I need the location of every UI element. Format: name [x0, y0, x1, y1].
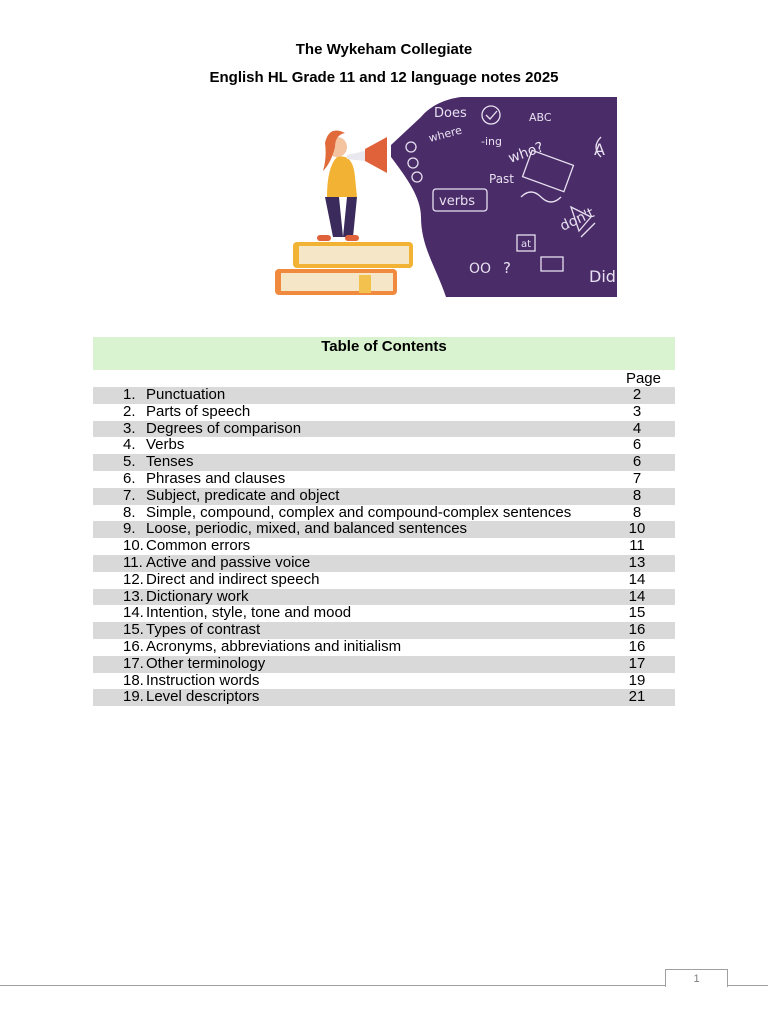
toc-item-page: 14 — [628, 570, 646, 588]
toc-item-number: 6. — [123, 469, 136, 487]
toc-item-page: 14 — [628, 587, 646, 605]
toc-item-page: 2 — [632, 386, 642, 403]
toc-item-page: 16 — [628, 637, 646, 655]
toc-item-label[interactable]: Simple, compound, complex and compound-complex sentences — [146, 503, 572, 521]
toc-row[interactable] — [93, 505, 675, 522]
toc-item-number: 16. — [123, 637, 144, 655]
toc-item-page: 19 — [628, 671, 646, 689]
toc-row[interactable] — [93, 471, 675, 488]
toc-item-number: 19. — [123, 688, 144, 706]
toc-row[interactable] — [93, 387, 675, 404]
toc-item-page: 21 — [628, 688, 646, 706]
toc-item-number: 9. — [123, 520, 136, 538]
hero-word: who? — [506, 139, 546, 167]
toc-item-label[interactable]: Instruction words — [146, 671, 260, 689]
toc-item-label[interactable]: Acronyms, abbreviations and initialism — [146, 637, 402, 655]
toc-item-number: 17. — [123, 654, 144, 672]
toc-item-number: 2. — [123, 402, 136, 420]
hero-illustration — [271, 97, 617, 297]
toc-item-number: 14. — [123, 604, 144, 622]
toc-item-number: 10. — [123, 537, 144, 555]
toc-row[interactable] — [93, 572, 675, 589]
toc-item-page: 13 — [628, 553, 646, 571]
toc-row[interactable] — [93, 639, 675, 656]
table-of-contents — [93, 337, 675, 706]
hero-word: OO — [469, 261, 492, 277]
toc-item-label[interactable]: Intention, style, tone and mood — [146, 604, 352, 622]
hero-word: where — [427, 123, 464, 145]
toc-row[interactable] — [93, 689, 675, 706]
toc-item-number: 1. — [123, 386, 136, 403]
hero-word: Does — [434, 106, 467, 121]
toc-item-label[interactable]: Dictionary work — [146, 587, 249, 605]
toc-item-page: 6 — [632, 436, 642, 454]
toc-item-label[interactable]: Verbs — [146, 436, 185, 454]
books-icon — [275, 242, 413, 295]
toc-item-number: 12. — [123, 570, 144, 588]
toc-item-number: 3. — [123, 419, 136, 437]
toc-item-page: 4 — [632, 419, 642, 437]
toc-item-label[interactable]: Phrases and clauses — [146, 469, 286, 487]
toc-item-label[interactable]: Other terminology — [146, 654, 266, 672]
toc-item-label[interactable]: Common errors — [146, 537, 251, 555]
footer-divider — [0, 985, 768, 986]
toc-item-number: 18. — [123, 671, 144, 689]
document-subtitle: English HL Grade 11 and 12 language notes 2025 — [209, 69, 559, 86]
toc-row[interactable] — [93, 454, 675, 471]
toc-row[interactable] — [93, 421, 675, 438]
hero-word: Did — [589, 267, 616, 286]
toc-item-number: 8. — [123, 503, 136, 521]
toc-item-page: 7 — [632, 469, 642, 487]
hero-word: don't — [557, 205, 597, 235]
hero-word: A — [594, 140, 605, 159]
hero-word: ABC — [529, 111, 552, 124]
toc-item-number: 5. — [123, 453, 136, 471]
toc-item-label[interactable]: Loose, periodic, mixed, and balanced sentences — [146, 520, 468, 538]
toc-row[interactable] — [93, 521, 675, 538]
page-header-label: Page — [625, 370, 661, 387]
toc-item-number: 4. — [123, 436, 136, 454]
toc-item-label[interactable]: Subject, predicate and object — [146, 486, 340, 504]
toc-row[interactable] — [93, 488, 675, 505]
toc-item-page: 10 — [628, 520, 646, 538]
toc-row[interactable] — [93, 673, 675, 690]
toc-item-label[interactable]: Types of contrast — [146, 621, 261, 639]
hero-word: -ing — [481, 135, 502, 148]
toc-item-number: 11. — [123, 553, 143, 571]
toc-row[interactable] — [93, 589, 675, 606]
toc-item-number: 7. — [123, 486, 136, 504]
toc-item-page: 6 — [632, 453, 642, 471]
hero-word: verbs — [439, 194, 476, 209]
toc-page-column-header — [93, 370, 675, 387]
toc-item-number: 15. — [123, 621, 144, 639]
toc-row[interactable] — [93, 656, 675, 673]
toc-item-page: 8 — [632, 486, 642, 504]
toc-row[interactable] — [93, 404, 675, 421]
toc-item-page: 11 — [629, 537, 645, 555]
hero-word: ? — [503, 259, 511, 277]
toc-row[interactable] — [93, 605, 675, 622]
toc-row[interactable] — [93, 622, 675, 639]
toc-item-label[interactable]: Degrees of comparison — [146, 419, 302, 437]
toc-item-label[interactable]: Direct and indirect speech — [146, 570, 320, 588]
toc-row[interactable] — [93, 555, 675, 572]
toc-row[interactable] — [93, 538, 675, 555]
document-title: The Wykeham Collegiate — [295, 41, 473, 58]
page-number: 1 — [665, 969, 728, 987]
toc-row[interactable] — [93, 437, 675, 454]
girl-with-megaphone-icon — [317, 131, 387, 241]
toc-item-page: 15 — [628, 604, 646, 622]
hero-word: Past — [489, 172, 515, 186]
toc-item-page: 8 — [632, 503, 642, 521]
hero-word: at — [521, 239, 532, 250]
toc-item-label[interactable]: Level descriptors — [146, 688, 260, 706]
toc-item-label[interactable]: Tenses — [146, 453, 194, 471]
toc-item-label[interactable]: Parts of speech — [146, 402, 251, 420]
toc-item-label[interactable]: Punctuation — [146, 386, 226, 403]
toc-item-page: 16 — [628, 621, 646, 639]
toc-item-number: 13. — [123, 587, 144, 605]
toc-heading: Table of Contents — [93, 337, 675, 370]
toc-item-page: 17 — [628, 654, 646, 672]
toc-item-label[interactable]: Active and passive voice — [146, 553, 311, 571]
toc-item-page: 3 — [632, 402, 642, 420]
